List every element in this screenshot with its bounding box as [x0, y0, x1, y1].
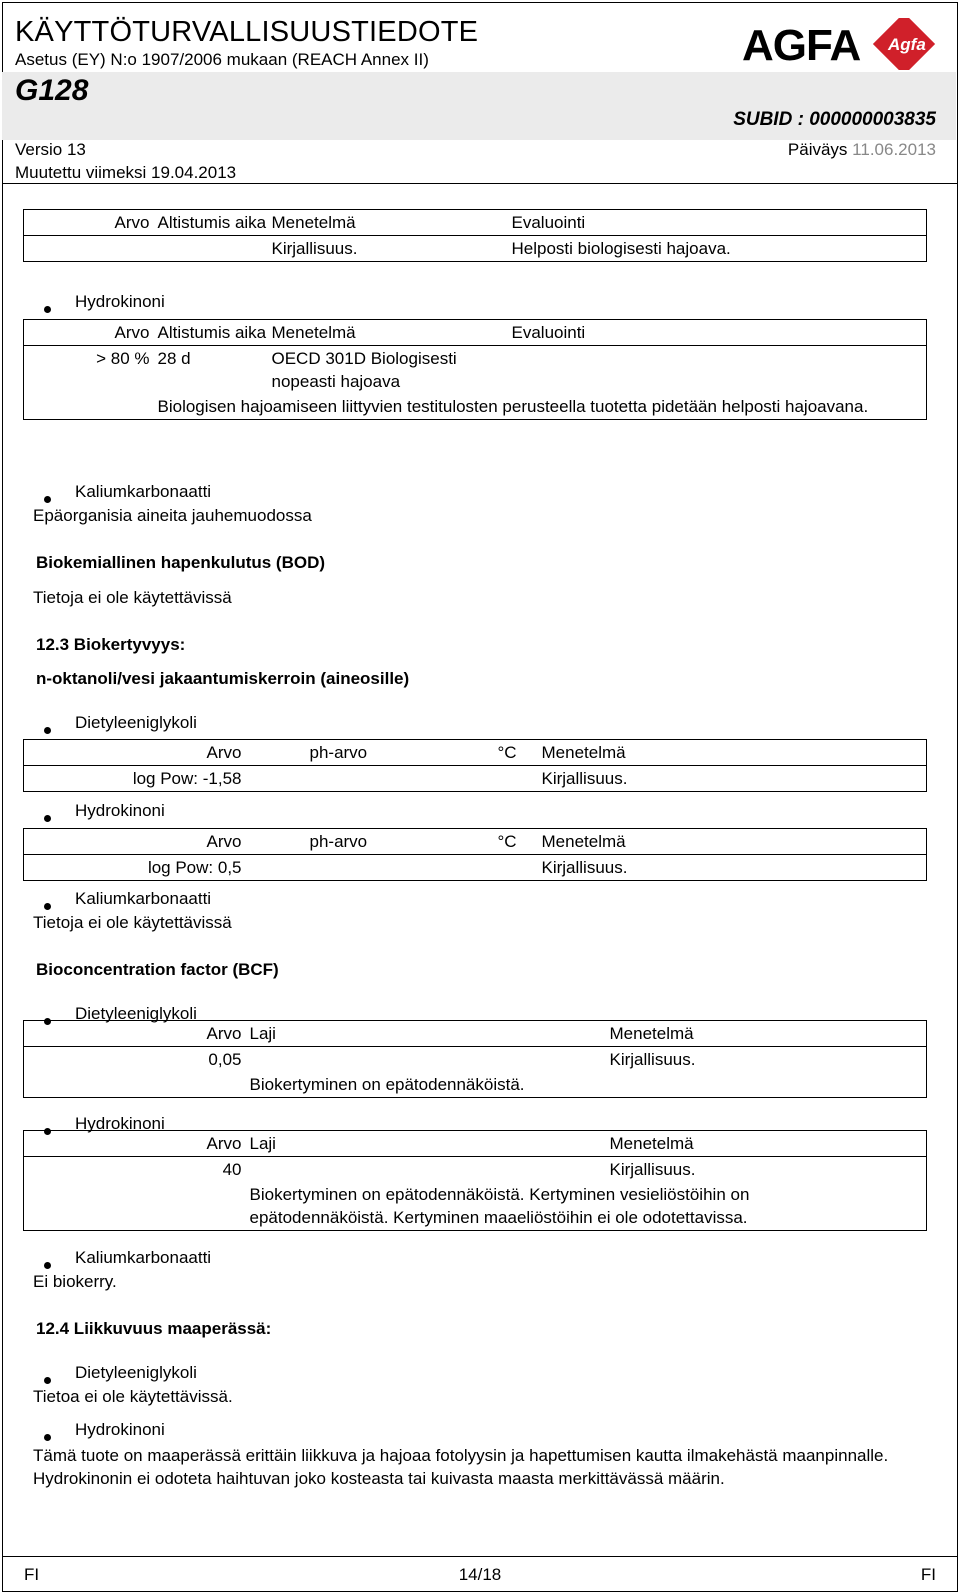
- col-header-arvo: Arvo: [24, 210, 156, 236]
- substance-name: Kaliumkarbonaatti: [75, 1248, 212, 1267]
- last-modified: Muutettu viimeksi 19.04.2013: [15, 163, 237, 182]
- cell-altistumis: 28 d: [156, 346, 270, 395]
- issue-date: [788, 140, 936, 160]
- hydrokinoni-bcf-table: [23, 1130, 927, 1231]
- cell-arvo: 0,05: [24, 1047, 248, 1073]
- date-label: Päiväys: [787, 140, 848, 159]
- col-header-menetelma: Menetelmä: [270, 320, 510, 346]
- substance-name: Hydrokinoni: [75, 801, 165, 820]
- hydrokinoni-pow-table: [23, 828, 927, 881]
- product-code: G128: [15, 74, 89, 107]
- bullet-icon: [44, 1262, 51, 1269]
- cell-menetelma: Kirjallisuus.: [270, 236, 510, 262]
- document-title: KÄYTTÖTURVALLISUUSTIEDOTE: [15, 16, 479, 48]
- bullet-icon: [44, 903, 51, 910]
- substance-name: Dietyleeniglykoli: [75, 1004, 197, 1023]
- substance-name: Kaliumkarbonaatti: [75, 889, 212, 908]
- col-header-menetelma: Menetelmä: [540, 740, 927, 766]
- regulation-subtitle: Asetus (EY) N:o 1907/2006 mukaan (REACH Annex II): [15, 50, 429, 69]
- substance-note: Ei biokerry.: [33, 1272, 117, 1291]
- agfa-logo: [742, 18, 950, 70]
- cell-menetelma: Kirjallisuus.: [608, 1047, 927, 1073]
- evaluation-note: Biologisen hajoamiseen liittyvien testitulosten perusteella tuotetta pidetään helposti hajoavana.: [156, 394, 927, 420]
- bullet-icon: [44, 727, 51, 734]
- dietyleeniglykoli-pow-table: [23, 739, 927, 792]
- bcf-note: Biokertyminen on epätodennäköistä.: [248, 1072, 927, 1098]
- col-header-menetelma: Menetelmä: [540, 829, 927, 855]
- col-header-arvo: Arvo: [24, 1131, 248, 1157]
- col-header-arvo: Arvo: [24, 320, 156, 346]
- footer-language-right: FI: [920, 1565, 936, 1584]
- col-header-evaluointi: Evaluointi: [510, 320, 927, 346]
- cell-arvo: > 80 %: [24, 346, 156, 395]
- footer-language-left: FI: [24, 1565, 40, 1584]
- col-header-arvo: Arvo: [24, 829, 248, 855]
- page-number: 14/18: [458, 1565, 502, 1584]
- biodegradation-table-continued: [23, 209, 927, 262]
- cell-menetelma: OECD 301D Biologisesti nopeasti hajoava: [270, 346, 510, 395]
- substance-note: Tietoa ei ole käytettävissä.: [33, 1387, 233, 1406]
- cell-arvo: log Pow: 0,5: [24, 855, 248, 881]
- bcf-heading: Bioconcentration factor (BCF): [36, 960, 279, 979]
- col-header-evaluointi: Evaluointi: [510, 210, 927, 236]
- col-header-arvo: Arvo: [24, 1021, 248, 1047]
- section-12-3-heading: 12.3 Biokertyvyys:: [36, 635, 186, 654]
- col-header-arvo: Arvo: [24, 740, 248, 766]
- bullet-icon: [44, 1434, 51, 1441]
- agfa-logo-wordmark: AGFA: [742, 21, 861, 70]
- dietyleeniglykoli-bcf-table: [23, 1020, 927, 1098]
- col-header-ph: ph-arvo: [308, 740, 496, 766]
- col-header-laji: Laji: [248, 1131, 608, 1157]
- col-header-menetelma: Menetelmä: [270, 210, 510, 236]
- substance-note: Epäorganisia aineita jauhemuodossa: [33, 506, 312, 525]
- document-footer: [2, 1556, 958, 1592]
- substance-name: Kaliumkarbonaatti: [75, 482, 212, 501]
- cell-altistumis: [156, 236, 270, 262]
- cell-laji: [248, 1047, 608, 1073]
- bullet-icon: [44, 1377, 51, 1384]
- col-header-altistumis: Altistumis aika: [156, 210, 270, 236]
- cell-evaluointi: [510, 346, 927, 395]
- cell-evaluointi: Helposti biologisesti hajoava.: [510, 236, 927, 262]
- cell-arvo: [24, 236, 156, 262]
- substance-name: Hydrokinoni: [75, 1114, 165, 1133]
- col-header-celsius: °C: [496, 740, 540, 766]
- cell-arvo: 40: [24, 1157, 248, 1183]
- bullet-icon: [44, 306, 51, 313]
- cell-laji: [248, 1157, 608, 1183]
- col-header-altistumis: Altistumis aika: [156, 320, 270, 346]
- cell-celsius: [496, 855, 540, 881]
- document-header: [2, 2, 958, 184]
- section-12-3-subheading: n-oktanoli/vesi jakaantumiskerroin (aineosille): [36, 669, 410, 688]
- substance-name: Hydrokinoni: [75, 1420, 165, 1439]
- col-header-menetelma: Menetelmä: [608, 1021, 927, 1047]
- bcf-note: Biokertyminen on epätodennäköistä. Kertyminen vesieliöstöihin on epätodennäköistä. Kertyminen maaeliöstöihin ei ole odotettavissa.: [248, 1182, 927, 1231]
- date-value: 11.06.2013: [852, 140, 936, 159]
- hydrokinoni-biodegradation-table: [23, 319, 927, 420]
- col-header-laji: Laji: [248, 1021, 608, 1047]
- bullet-icon: [44, 496, 51, 503]
- cell-celsius: [496, 766, 540, 792]
- version: Versio 13: [15, 140, 86, 159]
- bullet-icon: [44, 815, 51, 822]
- cell-arvo: log Pow: -1,58: [24, 766, 248, 792]
- mobility-paragraph: Tämä tuote on maaperässä erittäin liikkuva ja hajoaa fotolyysin ja hapettumisen kautta ilmakehästä maanpinnalle. Hydrokinonin ei odoteta haihtuvan joko kosteasta tai kuivasta maasta merkittävässä määrin.: [33, 1446, 889, 1488]
- col-header-ph: ph-arvo: [308, 829, 496, 855]
- cell-menetelma: Kirjallisuus.: [540, 855, 927, 881]
- col-header-menetelma: Menetelmä: [608, 1131, 927, 1157]
- col-header-celsius: °C: [496, 829, 540, 855]
- substance-name: Dietyleeniglykoli: [75, 713, 197, 732]
- substance-name: Hydrokinoni: [75, 292, 165, 311]
- substance-name: Dietyleeniglykoli: [75, 1363, 197, 1382]
- cell-ph: [308, 855, 496, 881]
- agfa-logo-badge-text: Agfa: [888, 35, 926, 54]
- bod-text: Tietoja ei ole käytettävissä: [33, 588, 232, 607]
- substance-note: Tietoja ei ole käytettävissä: [33, 913, 232, 932]
- cell-menetelma: Kirjallisuus.: [608, 1157, 927, 1183]
- section-12-4-heading: 12.4 Liikkuvuus maaperässä:: [36, 1319, 272, 1338]
- cell-menetelma: Kirjallisuus.: [540, 766, 927, 792]
- subid: SUBID : 000000003835: [733, 109, 936, 130]
- bod-heading: Biokemiallinen hapenkulutus (BOD): [36, 553, 326, 572]
- cell-ph: [308, 766, 496, 792]
